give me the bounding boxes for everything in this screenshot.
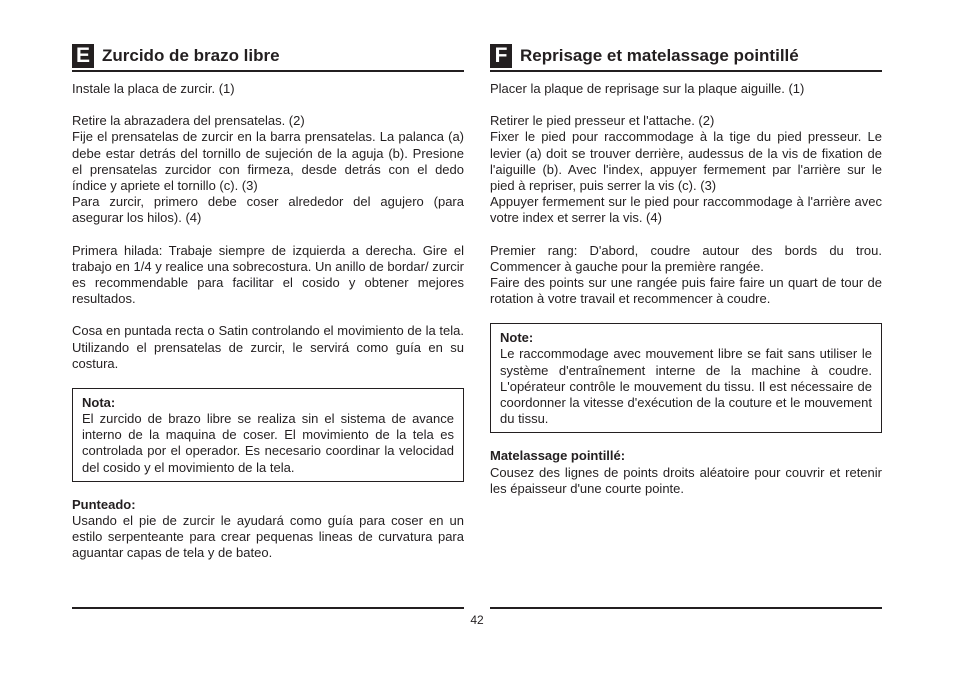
subheading-punteado: Punteado:: [72, 496, 136, 512]
note-title-es: Nota:: [82, 395, 116, 411]
line-fix-foot: Fixer le pied pour raccommodage à la tige du pied presseur. Le levier (a) doit se trouver derrière, audessus de la vis de fixation de l'aiguille (b). Avec l'index, appuyer fermement par l'arrière sur le pied à repriser, puis serrer la vis (c). (3): [490, 129, 882, 194]
footer-rule-right: [490, 607, 882, 609]
line-remove-clamp: Retire la abrazadera del prensatelas. (2): [72, 113, 305, 129]
section-e-title-rule: [72, 70, 464, 72]
note-body-es: El zurcido de brazo libre se realiza sin el sistema de avance interno de la maquina de coser. El movimiento de la tela es controlada por el operador. Es necesario coordinar la velocidad del cosido y el movimiento de la tela.: [82, 411, 454, 475]
section-e-title: Zurcido de brazo libre: [102, 46, 280, 65]
paragraph-remove-foot: [490, 113, 882, 226]
line-sew-around-hole: Para zurcir, primero debe coser alrededor del agujero (para asegurar los hilos). (4): [72, 194, 464, 226]
section-f-title-rule: [490, 70, 882, 72]
paragraph-matelassage: Cousez des lignes de points droits aléatoire pour couvrir et retenir les épaisseur d'une courte pointe.: [490, 464, 882, 496]
footer-rule-left: [72, 607, 464, 609]
paragraph-first-row-fr: [490, 243, 882, 308]
section-f-title: Reprisage et matelassage pointillé: [520, 46, 799, 65]
paragraph-remove-clamp: [72, 113, 464, 226]
paragraph-install-plate: Instale la placa de zurcir. (1): [72, 81, 235, 96]
line-first-row: Premier rang: D'abord, coudre autour des bords du trou. Commencer à gauche pour la première rangée.: [490, 242, 882, 274]
paragraph-place-plate: Placer la plaque de reprisage sur la plaque aiguille. (1): [490, 81, 805, 96]
section-e-badge: E: [72, 44, 94, 68]
subheading-matelassage: Matelassage pointillé:: [490, 448, 626, 464]
line-fit-foot: Fije el prensatelas de zurcir en la barra prensatelas. La palanca (a) debe estar detrás del tornillo de sujeción de la aguja (b). Presione el prensatelas zurcidor con firmeza, desde detrás con el dedo índice y apriete el tornillo (c). (3): [72, 129, 464, 194]
section-e-header: [72, 44, 464, 68]
note-body-fr: Le raccommodage avec mouvement libre se fait sans utiliser le système d'entraînement interne de la machine à coudre. L'opérateur contrôle le mouvement du tissu. Il est nécessaire de coordonner la vitesse d'exécution de la couture et le mouvement du tissu.: [500, 346, 872, 427]
section-f: [490, 44, 882, 497]
section-e: [72, 44, 464, 562]
line-remove-foot: Retirer le pied presseur et l'attache. (2): [490, 113, 715, 129]
line-turn-work: Faire des points sur une rangée puis faire faire un quart de tour de rotation à votre travail et recommencer à coudre.: [490, 275, 882, 307]
paragraph-punteado: Usando el pie de zurcir le ayudará como guía para coser en un estilo serpenteante para crear pequenas lineas de curvatura para aguantar capas de tela y de bateo.: [72, 513, 464, 561]
line-press-foot: Appuyer fermement sur le pied pour raccommodage à l'arrière avec votre index et serrer la vis. (4): [490, 194, 882, 226]
section-f-badge: F: [490, 44, 512, 68]
note-title-fr: Note:: [500, 330, 534, 346]
note-box-es: [72, 388, 464, 482]
note-box-fr: [490, 323, 882, 433]
section-f-header: [490, 44, 882, 68]
paragraph-straight-stitch: Cosa en puntada recta o Satin controlando el movimiento de la tela. Utilizando el prensatelas de zurcir, le servirá como guía en su costura.: [72, 323, 464, 371]
page-number: 42: [470, 613, 484, 627]
paragraph-first-row: Primera hilada: Trabaje siempre de izquierda a derecha. Gire el trabajo en 1/4 y realice una sobrecostura. Un anillo de bordar/ zurcir es recommendable para facilitar el cosido y obtener mejores resultados.: [72, 242, 464, 307]
